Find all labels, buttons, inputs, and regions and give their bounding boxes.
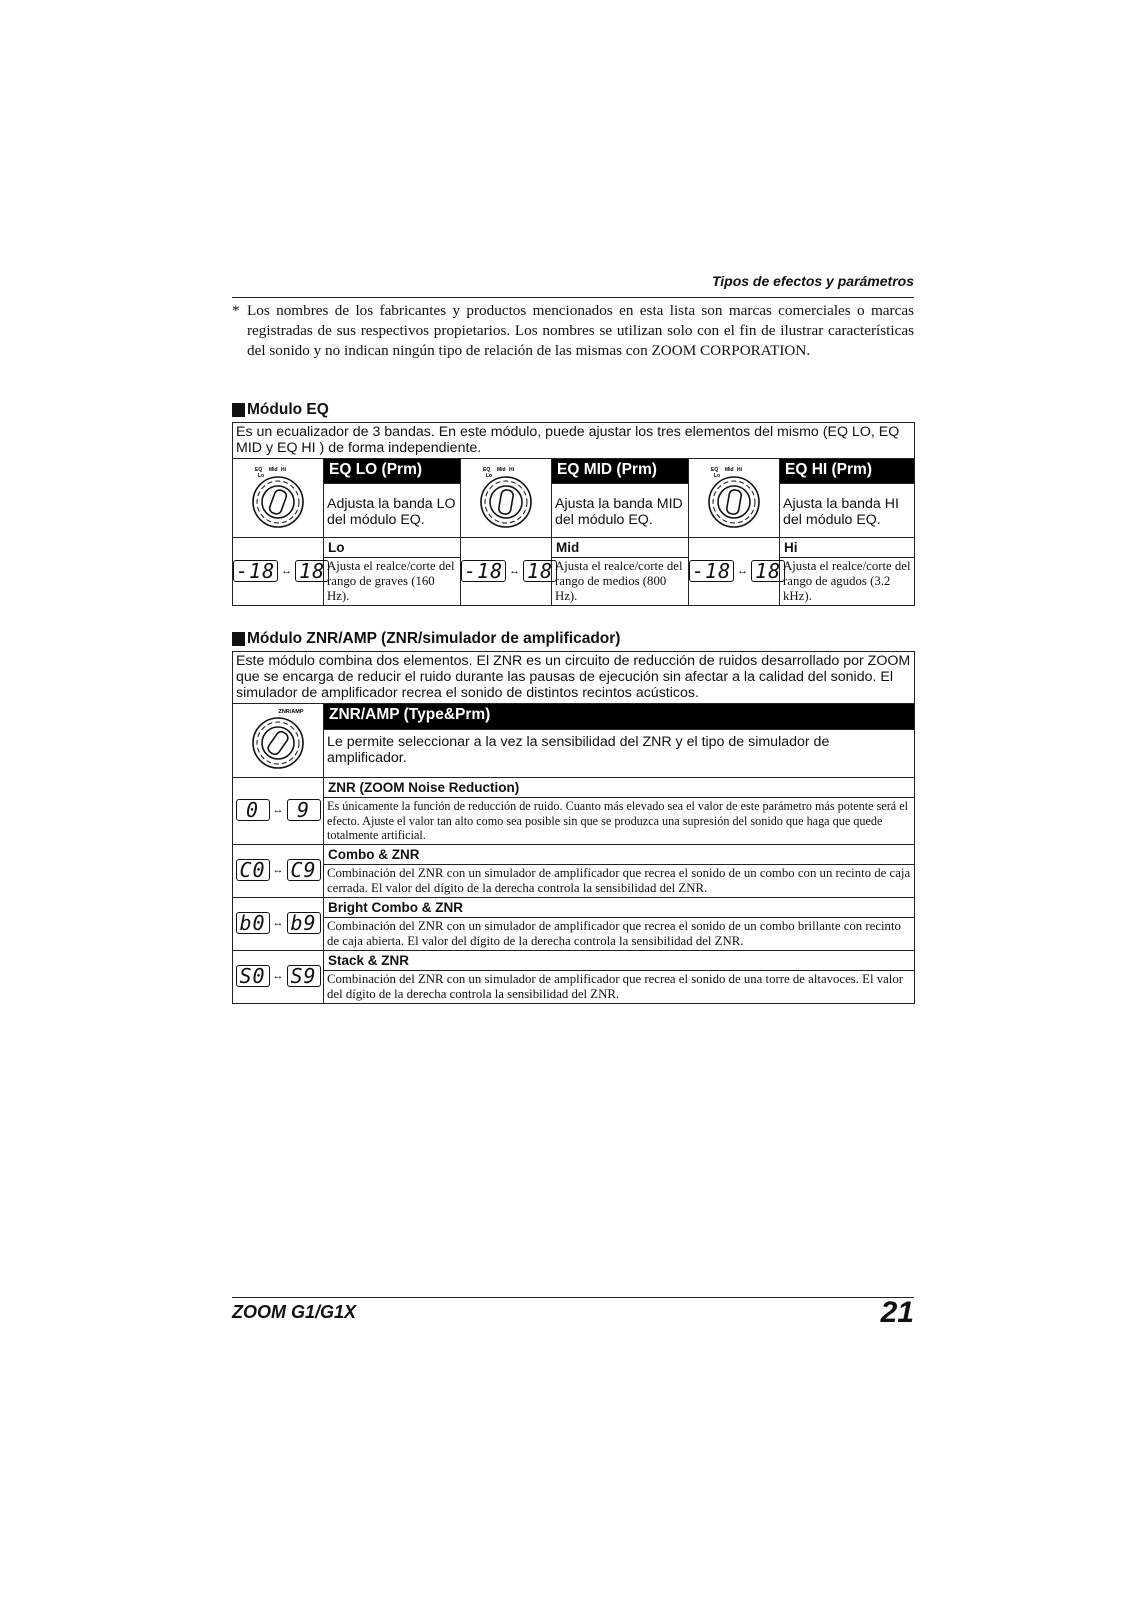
knob-label-lo: Lo xyxy=(486,472,493,479)
eq-hi-name: EQ HI (Prm) xyxy=(780,459,915,484)
znr-module-table xyxy=(232,651,915,1004)
eq-hi-detail: Ajusta el realce/corte del rango de agudos (3.2 kHz). xyxy=(780,558,915,606)
lcd-range-to: 18 xyxy=(751,560,785,582)
knob-label-mid: Mid xyxy=(725,466,734,473)
eq-lo-detail: Ajusta el realce/corte del rango de graves (160 Hz). xyxy=(324,558,461,606)
square-bullet-icon xyxy=(232,632,245,646)
eq-mid-param-label: Mid xyxy=(552,538,689,558)
znr-amp-description: Le permite seleccionar a la vez la sensibilidad del ZNR y el tipo de simulador de amplificador. xyxy=(324,730,915,778)
znr-type-detail: Combinación del ZNR con un simulador de amplificador que recrea el sonido de un combo con un recinto de caja cerrada. El valor del dígito de la derecha controla la sensibilidad del ZNR. xyxy=(324,864,915,897)
knob-label-mid: Mid xyxy=(269,466,278,473)
eq-mid-detail: Ajusta el realce/corte del rango de medios (800 Hz). xyxy=(552,558,689,606)
footer-rule xyxy=(232,1297,914,1298)
lcd-range-to: 18 xyxy=(295,560,329,582)
eq-lo-param-label: Lo xyxy=(324,538,461,558)
eq-lo-description: Adjusta la banda LO del módulo EQ. xyxy=(324,484,461,538)
znr-type-label: Combo & ZNR xyxy=(324,844,915,864)
znr-knob-cell xyxy=(233,704,324,778)
znr-module-title xyxy=(232,630,620,648)
page-number: 21 xyxy=(880,1296,914,1329)
double-arrow-icon: ↔ xyxy=(272,917,284,929)
lcd-range-display xyxy=(689,560,785,582)
znr-module-title-text: Módulo ZNR/AMP (ZNR/simulador de amplificador) xyxy=(247,630,621,647)
trademark-footnote xyxy=(232,301,914,361)
knob-label-hi: Hi xyxy=(509,466,514,473)
double-arrow-icon: ↔ xyxy=(509,565,521,577)
running-header: Tipos de efectos y parámetros xyxy=(711,273,914,289)
eq-lo-knob-cell xyxy=(233,459,324,538)
lcd-range-from: S0 xyxy=(236,965,270,987)
eq-mid-description: Ajusta la banda MID del módulo EQ. xyxy=(552,484,689,538)
eq-module-title-text: Módulo EQ xyxy=(247,401,329,418)
double-arrow-icon: ↔ xyxy=(272,864,284,876)
znr-type-detail: Es únicamente la función de reducción de ruido. Cuanto más elevado sea el valor de este parámetro más potente será el efecto. Ajuste el valor tan alto como sea posible sin que se produzca una supresión del sonido que haga que quede totalmente artificial. xyxy=(324,798,915,845)
znr-amp-name: ZNR/AMP (Type&Prm) xyxy=(324,704,915,730)
lcd-range-to: b9 xyxy=(287,912,321,934)
eq-knob-icon xyxy=(691,460,777,532)
lcd-range-from: C0 xyxy=(236,859,270,881)
header-rule xyxy=(232,297,914,298)
footer-model: ZOOM G1/G1X xyxy=(232,1302,357,1322)
znr-type-3-range-cell xyxy=(233,950,324,1003)
eq-module-intro: Es un ecualizador de 3 bandas. En este módulo, puede ajustar los tres elementos del mismo (EQ LO, EQ MID y EQ HI ) de forma independiente. xyxy=(233,423,915,459)
eq-knob-icon xyxy=(463,460,549,532)
knob-label-eq: EQ xyxy=(255,466,263,473)
znr-type-0-range-cell xyxy=(233,778,324,845)
eq-knob-icon xyxy=(235,460,321,532)
lcd-range-to: 9 xyxy=(287,799,321,821)
knob-label-mid: Mid xyxy=(497,466,506,473)
eq-hi-range-cell xyxy=(689,538,780,606)
znr-amp-knob-icon xyxy=(235,704,321,772)
lcd-range-to: C9 xyxy=(287,859,321,881)
knob-label-hi: Hi xyxy=(281,466,286,473)
eq-hi-description: Ajusta la banda HI del módulo EQ. xyxy=(780,484,915,538)
lcd-range-from: -18 xyxy=(461,560,506,582)
eq-hi-param-label: Hi xyxy=(780,538,915,558)
knob-label-znr-amp: ZNR/AMP xyxy=(278,709,304,715)
lcd-range-display xyxy=(236,799,321,821)
lcd-range-from: b0 xyxy=(236,912,270,934)
footnote-asterisk: * xyxy=(232,302,240,319)
eq-module-table xyxy=(232,422,915,606)
double-arrow-icon: ↔ xyxy=(737,565,749,577)
double-arrow-icon: ↔ xyxy=(272,970,284,982)
double-arrow-icon: ↔ xyxy=(281,565,293,577)
lcd-range-display xyxy=(461,560,557,582)
square-bullet-icon xyxy=(232,403,245,417)
znr-type-label: ZNR (ZOOM Noise Reduction) xyxy=(324,778,915,798)
znr-type-label: Bright Combo & ZNR xyxy=(324,897,915,917)
knob-label-eq: EQ xyxy=(711,466,719,473)
knob-label-lo: Lo xyxy=(258,472,265,479)
eq-lo-range-cell xyxy=(233,538,324,606)
double-arrow-icon: ↔ xyxy=(272,804,284,817)
znr-type-2-range-cell xyxy=(233,897,324,950)
eq-module-title xyxy=(232,401,329,419)
eq-mid-range-cell xyxy=(461,538,552,606)
lcd-range-display xyxy=(236,859,321,881)
znr-type-detail: Combinación del ZNR con un simulador de amplificador que recrea el sonido de un combo brillante con recinto de caja abierta. El valor del dígito de la derecha controla la sensibilidad del ZNR. xyxy=(324,917,915,950)
eq-mid-name: EQ MID (Prm) xyxy=(552,459,689,484)
knob-label-eq: EQ xyxy=(483,466,491,473)
lcd-range-to: S9 xyxy=(287,965,321,987)
knob-label-lo: Lo xyxy=(714,472,721,479)
znr-type-1-range-cell xyxy=(233,844,324,897)
lcd-range-display xyxy=(233,560,329,582)
znr-type-detail: Combinación del ZNR con un simulador de amplificador que recrea el sonido de una torre de altavoces. El valor del dígito de la derecha controla la sensibilidad del ZNR. xyxy=(324,970,915,1003)
footnote-text: Los nombres de los fabricantes y productos mencionados en esta lista son marcas comerciales o marcas registradas de sus respectivos propietarios. Los nombres se utilizan solo con el fin de ilustrar características del sonido y no indican ningún tipo de relación de las mismas con ZOOM CORPORATION. xyxy=(247,302,914,359)
lcd-range-from: -18 xyxy=(689,560,734,582)
eq-lo-name: EQ LO (Prm) xyxy=(324,459,461,484)
znr-type-label: Stack & ZNR xyxy=(324,950,915,970)
lcd-range-display xyxy=(236,965,321,987)
lcd-range-display xyxy=(236,912,321,934)
lcd-range-from: -18 xyxy=(233,560,278,582)
eq-mid-knob-cell xyxy=(461,459,552,538)
znr-module-intro: Este módulo combina dos elementos. El ZNR es un circuito de reducción de ruidos desarrollado por ZOOM que se encarga de reducir el ruido durante las pausas de ejecución sin afectar a la calidad del sonido. El simulador de amplificador recrea el sonido de distintos recintos acústicos. xyxy=(233,652,915,704)
lcd-range-to: 18 xyxy=(523,560,557,582)
lcd-range-from: 0 xyxy=(236,799,270,821)
eq-hi-knob-cell xyxy=(689,459,780,538)
knob-label-hi: Hi xyxy=(737,466,742,473)
